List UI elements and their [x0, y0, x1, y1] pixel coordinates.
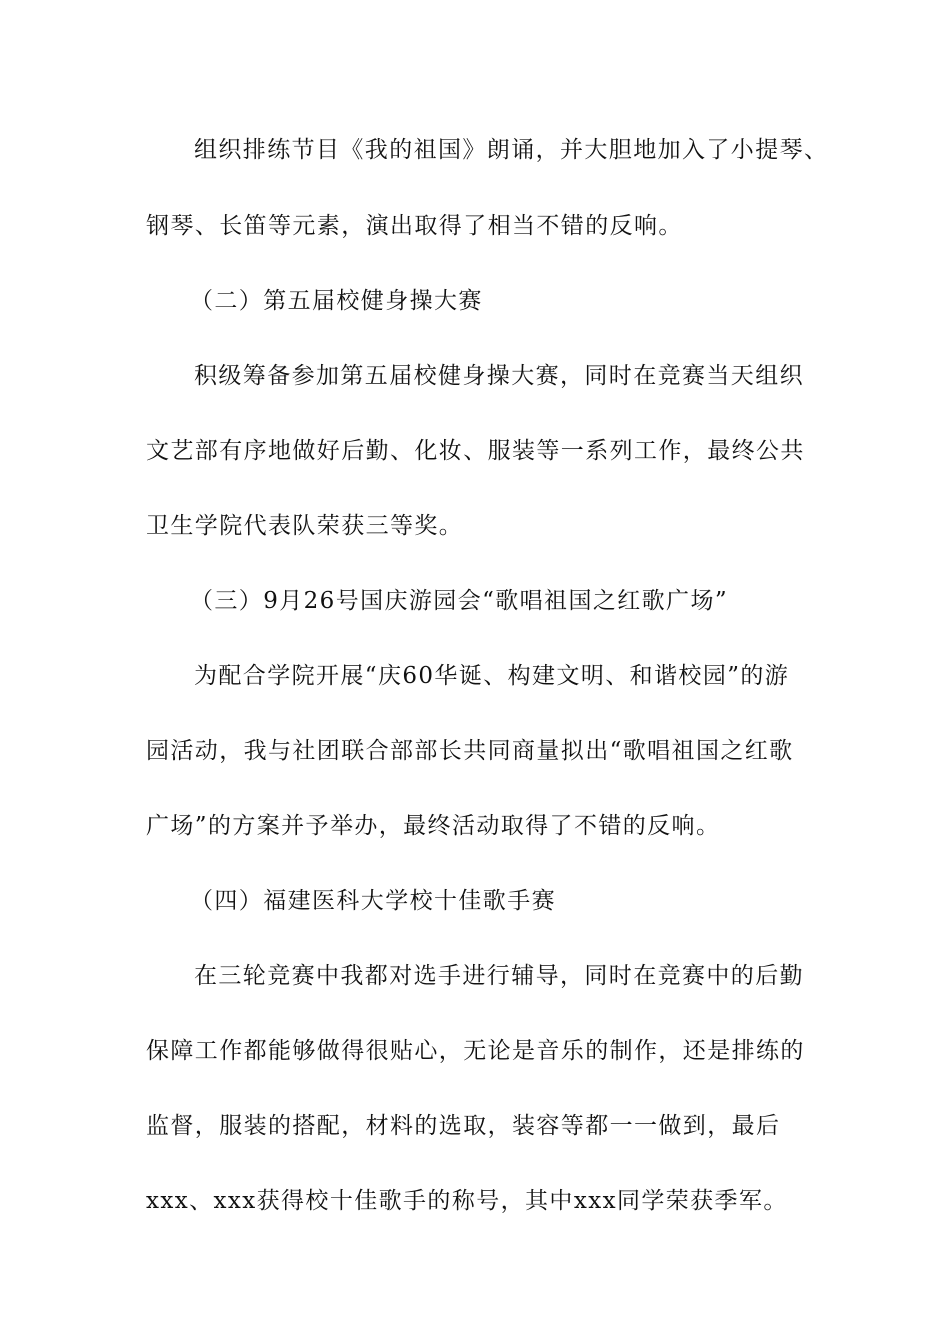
section-heading-3: （三）9月26号国庆游园会“歌唱祖国之红歌广场”	[190, 588, 729, 614]
paragraph-line: 积级筹备参加第五届校健身操大赛，同时在竞赛当天组织	[194, 363, 804, 389]
section-heading-4: （四）福建医科大学校十佳歌手赛	[190, 888, 556, 914]
paragraph-line: xxx、xxx获得校十佳歌手的称号，其中xxx同学荣获季军。	[146, 1188, 788, 1214]
paragraph-line: 文艺部有序地做好后勤、化妆、服装等一系列工作，最终公共	[146, 438, 805, 464]
paragraph-line: 为配合学院开展“庆60华诞、构建文明、和谐校园”的游	[194, 663, 790, 689]
paragraph-line: 保障工作都能够做得很贴心，无论是音乐的制作，还是排练的	[146, 1038, 805, 1064]
paragraph-line: 卫生学院代表队荣获三等奖。	[146, 513, 464, 539]
paragraph-line: 钢琴、长笛等元素，演出取得了相当不错的反响。	[146, 213, 683, 239]
paragraph-line: 监督，服装的搭配，材料的选取，装容等都一一做到，最后	[146, 1113, 781, 1139]
paragraph-line: 广场”的方案并予举办，最终活动取得了不错的反响。	[146, 813, 721, 839]
paragraph-line: 组织排练节目《我的祖国》朗诵，并大胆地加入了小提琴、	[194, 137, 829, 163]
section-heading-2: （二）第五届校健身操大赛	[190, 288, 483, 314]
paragraph-line: 园活动，我与社团联合部部长共同商量拟出“歌唱祖国之红歌	[146, 738, 794, 764]
paragraph-line: 在三轮竞赛中我都对选手进行辅导，同时在竞赛中的后勤	[194, 963, 804, 989]
